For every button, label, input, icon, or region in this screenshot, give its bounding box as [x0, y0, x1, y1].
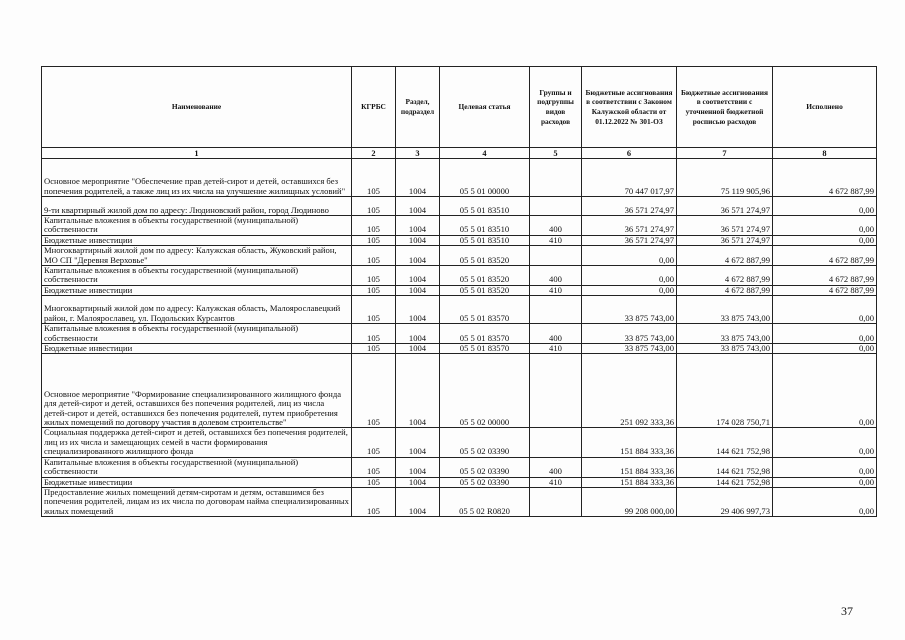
row-kgrbs-cell: 105 — [352, 235, 396, 245]
row-law-amount-cell: 36 571 274,97 — [582, 235, 677, 245]
header-statya: Целевая статья — [440, 67, 530, 148]
row-razdel-cell: 1004 — [396, 487, 440, 516]
row-law-amount-cell: 0,00 — [582, 246, 677, 266]
row-law-amount-cell: 70 447 017,97 — [582, 159, 677, 197]
row-name-cell: Предоставление жилых помещений детям-сиротам и детям, оставшимся без попечения родителей, лицам из их числа по договорам найма специализированных жилых помещений — [42, 487, 352, 516]
row-rospis-amount-cell: 144 621 752,98 — [677, 457, 773, 477]
table-row — [42, 487, 877, 516]
row-law-amount-cell: 0,00 — [582, 266, 677, 286]
row-name-cell: Многоквартирный жилой дом по адресу: Калужская область, Жуковский район, МО СП "Деревня Верховье" — [42, 246, 352, 266]
row-rospis-amount-cell: 33 875 743,00 — [677, 344, 773, 354]
row-statya-cell: 05 5 01 83570 — [440, 296, 530, 324]
row-statya-cell: 05 5 01 83510 — [440, 235, 530, 245]
row-razdel-cell: 1004 — [396, 216, 440, 236]
table-row — [42, 324, 877, 344]
row-statya-cell: 05 5 01 83520 — [440, 246, 530, 266]
row-kgrbs-cell: 105 — [352, 266, 396, 286]
row-rospis-amount-cell: 174 028 750,71 — [677, 354, 773, 428]
table-row — [42, 285, 877, 295]
row-name-cell: Капитальные вложения в объекты государственной (муниципальной) собственности — [42, 216, 352, 236]
column-number: 6 — [582, 148, 677, 159]
table-row — [42, 354, 877, 428]
header-row — [42, 67, 877, 148]
row-law-amount-cell: 36 571 274,97 — [582, 197, 677, 216]
header-name: Наименование — [42, 67, 352, 148]
row-done-amount-cell: 0,00 — [773, 354, 877, 428]
row-name-cell: Основное мероприятие "Формирование специализированного жилищного фонда для детей-сирот и детей, оставшихся без попечения родителей, лиц из числа детей-сирот и детей, оставшихся без попечения родителей, путем приобретения жилых помещений по договору участия в долевом строительстве" — [42, 354, 352, 428]
row-law-amount-cell: 99 208 000,00 — [582, 487, 677, 516]
row-statya-cell: 05 5 02 03390 — [440, 477, 530, 487]
row-gruppa-cell: 410 — [530, 477, 582, 487]
row-done-amount-cell: 0,00 — [773, 324, 877, 344]
row-done-amount-cell: 0,00 — [773, 428, 877, 457]
table-row — [42, 246, 877, 266]
row-rospis-amount-cell: 144 621 752,98 — [677, 477, 773, 487]
row-done-amount-cell: 4 672 887,99 — [773, 159, 877, 197]
column-number: 4 — [440, 148, 530, 159]
row-rospis-amount-cell: 33 875 743,00 — [677, 296, 773, 324]
row-kgrbs-cell: 105 — [352, 477, 396, 487]
row-kgrbs-cell: 105 — [352, 159, 396, 197]
row-statya-cell: 05 5 01 83520 — [440, 285, 530, 295]
row-statya-cell: 05 5 01 83570 — [440, 344, 530, 354]
header-law: Бюджетные ассигнования в соответствии с Законом Калужской области от 01.12.2022 № 301-ОЗ — [582, 67, 677, 148]
row-kgrbs-cell: 105 — [352, 197, 396, 216]
row-razdel-cell: 1004 — [396, 428, 440, 457]
row-statya-cell: 05 5 02 03390 — [440, 428, 530, 457]
column-number: 2 — [352, 148, 396, 159]
row-rospis-amount-cell: 144 621 752,98 — [677, 428, 773, 457]
table-row — [42, 428, 877, 457]
table-row — [42, 477, 877, 487]
row-name-cell: Капитальные вложения в объекты государственной (муниципальной) собственности — [42, 266, 352, 286]
column-number-row — [42, 148, 877, 159]
row-statya-cell: 05 5 01 83570 — [440, 324, 530, 344]
row-kgrbs-cell: 105 — [352, 216, 396, 236]
row-done-amount-cell: 0,00 — [773, 296, 877, 324]
row-name-cell: Бюджетные инвестиции — [42, 235, 352, 245]
row-razdel-cell: 1004 — [396, 457, 440, 477]
row-kgrbs-cell: 105 — [352, 428, 396, 457]
row-law-amount-cell: 36 571 274,97 — [582, 216, 677, 236]
row-rospis-amount-cell: 36 571 274,97 — [677, 235, 773, 245]
row-name-cell: Капитальные вложения в объекты государственной (муниципальной) собственности — [42, 324, 352, 344]
column-number: 1 — [42, 148, 352, 159]
row-statya-cell: 05 5 02 03390 — [440, 457, 530, 477]
row-kgrbs-cell: 105 — [352, 354, 396, 428]
row-gruppa-cell — [530, 159, 582, 197]
header-gruppa: Группы и подгруппы видов расходов — [530, 67, 582, 148]
row-law-amount-cell: 151 884 333,36 — [582, 457, 677, 477]
row-name-cell: Бюджетные инвестиции — [42, 477, 352, 487]
row-gruppa-cell — [530, 296, 582, 324]
row-rospis-amount-cell: 36 571 274,97 — [677, 197, 773, 216]
row-done-amount-cell: 0,00 — [773, 197, 877, 216]
row-kgrbs-cell: 105 — [352, 487, 396, 516]
row-gruppa-cell — [530, 428, 582, 457]
row-done-amount-cell: 0,00 — [773, 457, 877, 477]
row-done-amount-cell: 0,00 — [773, 477, 877, 487]
row-statya-cell: 05 5 01 83520 — [440, 266, 530, 286]
row-name-cell: Капитальные вложения в объекты государственной (муниципальной) собственности — [42, 457, 352, 477]
row-kgrbs-cell: 105 — [352, 285, 396, 295]
header-done: Исполнено — [773, 67, 877, 148]
row-gruppa-cell: 400 — [530, 216, 582, 236]
row-gruppa-cell: 410 — [530, 235, 582, 245]
row-gruppa-cell: 410 — [530, 344, 582, 354]
row-rospis-amount-cell: 4 672 887,99 — [677, 266, 773, 286]
row-law-amount-cell: 33 875 743,00 — [582, 344, 677, 354]
column-number: 3 — [396, 148, 440, 159]
row-name-cell: Социальная поддержка детей-сирот и детей, оставшихся без попечения родителей, лиц из их числа и замещающих семей в части формирования специализированного жилищного фонда — [42, 428, 352, 457]
row-done-amount-cell: 0,00 — [773, 344, 877, 354]
row-kgrbs-cell: 105 — [352, 246, 396, 266]
table-row — [42, 216, 877, 236]
row-razdel-cell: 1004 — [396, 266, 440, 286]
page-number: 37 — [841, 604, 853, 618]
row-done-amount-cell: 0,00 — [773, 235, 877, 245]
row-law-amount-cell: 251 092 333,36 — [582, 354, 677, 428]
row-razdel-cell: 1004 — [396, 159, 440, 197]
row-name-cell: Бюджетные инвестиции — [42, 285, 352, 295]
table-row — [42, 159, 877, 197]
row-law-amount-cell: 151 884 333,36 — [582, 477, 677, 487]
row-razdel-cell: 1004 — [396, 235, 440, 245]
row-law-amount-cell: 33 875 743,00 — [582, 324, 677, 344]
row-done-amount-cell: 0,00 — [773, 216, 877, 236]
row-rospis-amount-cell: 4 672 887,99 — [677, 246, 773, 266]
row-gruppa-cell — [530, 487, 582, 516]
row-razdel-cell: 1004 — [396, 246, 440, 266]
row-gruppa-cell: 400 — [530, 324, 582, 344]
row-done-amount-cell: 4 672 887,99 — [773, 285, 877, 295]
row-kgrbs-cell: 105 — [352, 296, 396, 324]
row-kgrbs-cell: 105 — [352, 324, 396, 344]
header-rospis: Бюджетные ассигнования в соответствии с уточненной бюджетной росписью расходов — [677, 67, 773, 148]
column-number: 7 — [677, 148, 773, 159]
row-razdel-cell: 1004 — [396, 344, 440, 354]
row-done-amount-cell: 0,00 — [773, 487, 877, 516]
row-razdel-cell: 1004 — [396, 296, 440, 324]
row-kgrbs-cell: 105 — [352, 457, 396, 477]
row-rospis-amount-cell: 75 119 905,96 — [677, 159, 773, 197]
row-statya-cell: 05 5 01 83510 — [440, 197, 530, 216]
row-statya-cell: 05 5 02 00000 — [440, 354, 530, 428]
row-gruppa-cell: 400 — [530, 266, 582, 286]
table-row — [42, 235, 877, 245]
budget-table — [41, 66, 877, 517]
row-gruppa-cell — [530, 246, 582, 266]
row-rospis-amount-cell: 33 875 743,00 — [677, 324, 773, 344]
header-kgrbs: КГРБС — [352, 67, 396, 148]
row-done-amount-cell: 4 672 887,99 — [773, 246, 877, 266]
row-name-cell: Многоквартирный жилой дом по адресу: Калужская область, Малоярославецкий район, г. Малоярославец, ул. Подольских Курсантов — [42, 296, 352, 324]
row-rospis-amount-cell: 4 672 887,99 — [677, 285, 773, 295]
header-razdel: Раздел, подраздел — [396, 67, 440, 148]
row-done-amount-cell: 4 672 887,99 — [773, 266, 877, 286]
row-kgrbs-cell: 105 — [352, 344, 396, 354]
table-row — [42, 296, 877, 324]
table-body — [42, 159, 877, 517]
table-row — [42, 197, 877, 216]
row-gruppa-cell: 400 — [530, 457, 582, 477]
row-razdel-cell: 1004 — [396, 354, 440, 428]
row-law-amount-cell: 151 884 333,36 — [582, 428, 677, 457]
row-statya-cell: 05 5 01 83510 — [440, 216, 530, 236]
column-number: 5 — [530, 148, 582, 159]
row-rospis-amount-cell: 36 571 274,97 — [677, 216, 773, 236]
row-law-amount-cell: 33 875 743,00 — [582, 296, 677, 324]
row-razdel-cell: 1004 — [396, 197, 440, 216]
row-name-cell: Основное мероприятие "Обеспечение прав детей-сирот и детей, оставшихся без попечения родителей, а также лиц из их числа на улучшение жилищных условий" — [42, 159, 352, 197]
row-rospis-amount-cell: 29 406 997,73 — [677, 487, 773, 516]
row-gruppa-cell — [530, 354, 582, 428]
row-name-cell: 9-ти квартирный жилой дом по адресу: Людиновский район, город Людиново — [42, 197, 352, 216]
row-razdel-cell: 1004 — [396, 285, 440, 295]
table-row — [42, 457, 877, 477]
row-statya-cell: 05 5 01 00000 — [440, 159, 530, 197]
table-row — [42, 344, 877, 354]
table-row — [42, 266, 877, 286]
row-statya-cell: 05 5 02 R0820 — [440, 487, 530, 516]
column-number: 8 — [773, 148, 877, 159]
row-razdel-cell: 1004 — [396, 477, 440, 487]
row-name-cell: Бюджетные инвестиции — [42, 344, 352, 354]
row-law-amount-cell: 0,00 — [582, 285, 677, 295]
row-gruppa-cell: 410 — [530, 285, 582, 295]
row-gruppa-cell — [530, 197, 582, 216]
row-razdel-cell: 1004 — [396, 324, 440, 344]
